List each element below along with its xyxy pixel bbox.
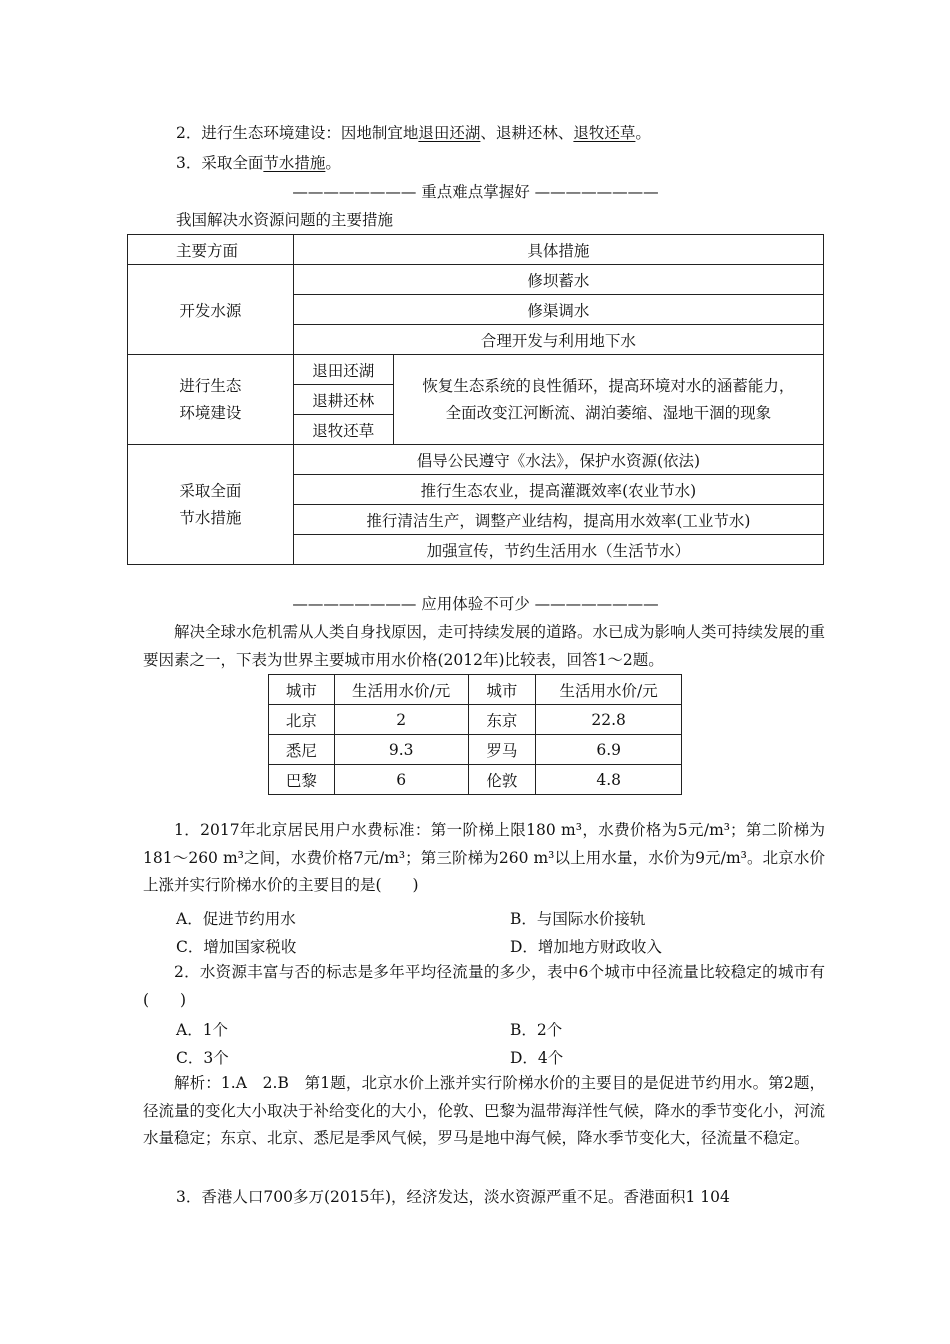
price-cell: 22.8 [536, 705, 682, 735]
q1-option-d[interactable]: D．增加地方财政收入 [510, 938, 662, 956]
header-city: 城市 [269, 675, 335, 705]
q2-option-a[interactable]: A．1个 [176, 1021, 229, 1039]
measure-item: 合理开发与利用地下水 [293, 325, 823, 355]
price-cell: 6.9 [536, 735, 682, 765]
aspect-eco [128, 355, 294, 445]
intro-text: 解决全球水危机需从人类自身找原因，走可持续发展的道路。水已成为影响人类可持续发展的重要因素之一，下表为世界主要城市用水价格(2012年)比较表，回答1～2题。 [143, 623, 826, 669]
eco-description [393, 355, 823, 445]
city-cell: 伦敦 [468, 765, 536, 795]
section-heading-key-points: ———————— 重点难点掌握好 ———————— [292, 183, 659, 201]
section-heading-practice: ———————— 应用体验不可少 ———————— [292, 595, 659, 613]
table-row [269, 705, 682, 735]
city-cell: 巴黎 [269, 765, 335, 795]
price-cell: 9.3 [334, 735, 468, 765]
q2-option-b[interactable]: B．2个 [510, 1021, 563, 1039]
question-1-text: 1．2017年北京居民用户水费标准：第一阶梯上限180 m³，水费价格为5元/m³；第二阶梯为181～260 m³之间，水费价格7元/m³；第三阶梯为260 m³以上用水量，水价为9元/m³。北京水价上涨并实行阶梯水价的主要目的是( ) [143, 821, 825, 894]
city-cell: 北京 [269, 705, 335, 735]
eco-desc-l1: 恢复生态系统的良性循环，提高环境对水的涵蓄能力， [422, 376, 795, 395]
aspect-eco-l1: 进行生态 [179, 376, 242, 395]
table-row [269, 735, 682, 765]
question-2-stem [143, 959, 825, 1014]
header-city: 城市 [468, 675, 536, 705]
price-cell: 6 [334, 765, 468, 795]
line-ecology-mid: 、退耕还林、 [480, 124, 574, 142]
underline-tuitian: 退田还湖 [418, 124, 481, 142]
eco-desc-l2: 全面改变江河断流、湖泊萎缩、湿地干涸的现象 [445, 403, 772, 422]
header-price: 生活用水价/元 [334, 675, 468, 705]
line-save-end: 。 [325, 154, 341, 172]
line-save-prefix: 3．采取全面 [176, 154, 264, 172]
underline-jieshui: 节水措施 [263, 154, 326, 172]
measure-item: 推行清洁生产，调整产业结构，提高用水效率(工业节水) [293, 505, 823, 535]
aspect-develop: 开发水源 [128, 265, 294, 355]
measure-item: 退田还湖 [293, 355, 393, 385]
aspect-save-l1: 采取全面 [179, 481, 242, 500]
measure-item: 修坝蓄水 [293, 265, 823, 295]
header-price: 生活用水价/元 [536, 675, 682, 705]
table-row [128, 445, 824, 475]
measure-item: 退牧还草 [293, 415, 393, 445]
question-3-stem: 3．香港人口700多万(2015年)，经济发达，淡水资源严重不足。香港面积1 104 [176, 1188, 730, 1206]
measure-item: 修渠调水 [293, 295, 823, 325]
price-cell: 4.8 [536, 765, 682, 795]
header-measures: 具体措施 [293, 235, 823, 265]
q2-option-c[interactable]: C．3个 [176, 1049, 229, 1067]
table-header-row [128, 235, 824, 265]
line-ecology [176, 121, 651, 143]
city-cell: 悉尼 [269, 735, 335, 765]
table-row [269, 765, 682, 795]
table-header-row [269, 675, 682, 705]
measure-item: 加强宣传，节约生活用水（生活节水） [293, 535, 823, 565]
measure-item: 退耕还林 [293, 385, 393, 415]
q1-option-a[interactable]: A．促进节约用水 [176, 910, 296, 928]
analysis-paragraph [143, 1070, 825, 1153]
table-row [128, 265, 824, 295]
line-ecology-end: 。 [635, 124, 651, 142]
table-row [128, 355, 824, 385]
table-title: 我国解决水资源问题的主要措施 [176, 211, 394, 229]
price-table [268, 674, 682, 795]
question-1-stem [143, 817, 825, 900]
city-cell: 罗马 [468, 735, 536, 765]
intro-paragraph [143, 619, 825, 674]
measure-item: 推行生态农业，提高灌溉效率(农业节水) [293, 475, 823, 505]
header-aspect: 主要方面 [128, 235, 294, 265]
underline-tuimu: 退牧还草 [573, 124, 636, 142]
q1-option-b[interactable]: B．与国际水价接轨 [510, 910, 646, 928]
q2-option-d[interactable]: D．4个 [510, 1049, 564, 1067]
measure-item: 倡导公民遵守《水法》，保护水资源(依法) [293, 445, 823, 475]
analysis-text: 解析：1.A 2.B 第1题，北京水价上涨并实行阶梯水价的主要目的是促进节约用水。第2题，径流量的变化大小取决于补给变化的大小，伦敦、巴黎为温带海洋性气候，降水的季节变化小，河流水量稳定；东京、北京、悉尼是季风气候，罗马是地中海气候，降水季节变化大，径流量不稳定。 [143, 1074, 826, 1147]
q1-option-c[interactable]: C．增加国家税收 [176, 938, 297, 956]
aspect-eco-l2: 环境建设 [179, 403, 242, 422]
price-cell: 2 [334, 705, 468, 735]
aspect-save-l2: 节水措施 [179, 508, 242, 527]
measures-table [127, 234, 824, 565]
line-water-saving [176, 151, 341, 173]
aspect-save [128, 445, 294, 565]
line-ecology-prefix: 2．进行生态环境建设：因地制宜地 [176, 124, 419, 142]
question-2-text: 2．水资源丰富与否的标志是多年平均径流量的多少，表中6个城市中径流量比较稳定的城市有( ) [143, 963, 825, 1009]
city-cell: 东京 [468, 705, 536, 735]
